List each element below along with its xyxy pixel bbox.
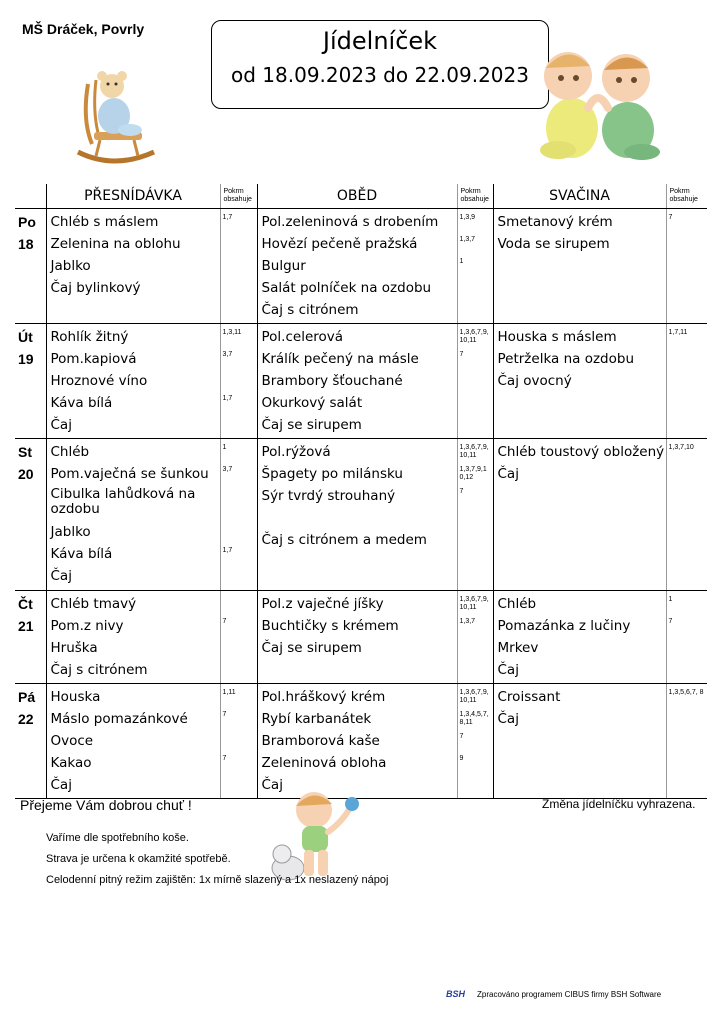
menu-item: Bramborová kaše <box>261 732 380 749</box>
allergen-code <box>223 566 257 588</box>
menu-item: Pol.zeleninová s drobením <box>261 213 439 230</box>
allergen-code <box>223 593 257 615</box>
day-number: 19 <box>18 350 34 367</box>
snack-allergen-cell <box>666 323 707 438</box>
menu-item: Čaj se sirupem <box>261 639 362 656</box>
allergen-code <box>223 485 257 522</box>
babies-illustration <box>528 38 668 160</box>
allergen-code: 3,7 <box>222 350 233 358</box>
allergen-code: 1,3,11 <box>222 328 242 336</box>
breakfast-cell <box>46 323 220 438</box>
menu-item: Králík pečený na másle <box>261 350 419 367</box>
allergen-code: 1,3,7 <box>459 235 476 243</box>
breakfast-allergen-cell <box>220 208 257 323</box>
allergen-code: 1,3,5,6,7, 8 <box>668 688 704 696</box>
allergen-code <box>460 637 493 659</box>
snack-allergen-cell <box>666 683 707 798</box>
menu-table <box>15 184 707 799</box>
allergen-code <box>669 659 708 681</box>
menu-item: Čaj s citrónem <box>261 301 359 318</box>
menu-item: Pom.kapiová <box>50 350 137 367</box>
breakfast-cell <box>46 208 220 323</box>
day-header <box>15 184 46 208</box>
allergen-code: 1 <box>222 443 227 451</box>
breakfast-allergen-header: Pokrm obsahuje <box>220 184 257 208</box>
day-number: 21 <box>18 617 34 634</box>
menu-item: Máslo pomazánkové <box>50 710 188 727</box>
allergen-code: 7 <box>459 350 464 358</box>
snack-allergen-cell <box>666 590 707 683</box>
day-number: 20 <box>18 465 34 482</box>
lunch-header: OBĚD <box>257 184 457 208</box>
menu-item <box>262 507 457 529</box>
table-header-row <box>15 184 707 208</box>
allergen-code: 7 <box>222 710 227 718</box>
menu-item: Čaj <box>50 567 72 584</box>
notes <box>46 828 424 891</box>
snack-allergen-cell <box>666 438 707 590</box>
menu-item: Pom.z nivy <box>50 617 124 634</box>
menu-item: Čaj bylinkový <box>50 279 141 296</box>
allergen-code <box>460 277 493 299</box>
allergen-code <box>223 414 257 436</box>
lunch-cell <box>257 323 457 438</box>
allergen-code <box>669 463 708 485</box>
allergen-code <box>460 414 493 436</box>
allergen-code <box>223 233 257 255</box>
menu-item: Káva bílá <box>50 394 113 411</box>
menu-item: Čaj se sirupem <box>261 416 362 433</box>
menu-item: Jablko <box>50 257 91 274</box>
menu-item: Chléb <box>497 595 537 612</box>
menu-item: Salát polníček na ozdobu <box>261 279 432 296</box>
table-row <box>15 323 707 438</box>
allergen-code <box>460 299 493 321</box>
allergen-code: 1,3,7 <box>459 617 476 625</box>
breakfast-allergen-cell <box>220 323 257 438</box>
menu-item: Ovoce <box>50 732 94 749</box>
allergen-code: 1,3,7,10 <box>668 443 694 451</box>
menu-item: Houska s máslem <box>497 328 617 345</box>
allergen-code: 7 <box>459 732 464 740</box>
lunch-allergen-cell <box>457 208 493 323</box>
snack-allergen-header: Pokrm obsahuje <box>666 184 707 208</box>
lunch-allergen-cell <box>457 683 493 798</box>
breakfast-allergen-cell <box>220 438 257 590</box>
allergen-code: 1,3,6,7,9, 10,11 <box>459 328 489 344</box>
allergen-code <box>669 233 708 255</box>
lunch-allergen-header: Pokrm obsahuje <box>457 184 493 208</box>
table-row <box>15 683 707 798</box>
lunch-cell <box>257 438 457 590</box>
menu-item: Hovězí pečeně pražská <box>261 235 418 252</box>
teddy-rocking-chair-illustration <box>74 60 158 168</box>
allergen-code <box>223 637 257 659</box>
allergen-code: 1,11 <box>222 688 236 696</box>
allergen-code <box>669 708 708 730</box>
day-cell <box>15 590 46 683</box>
menu-item: Hroznové víno <box>50 372 148 389</box>
menu-item: Čaj <box>497 465 519 482</box>
allergen-code: 3,7 <box>222 465 233 473</box>
allergen-code: 1,3,9 <box>459 213 476 221</box>
school-name: MŠ Dráček, Povrly <box>22 21 145 37</box>
allergen-code: 1,3,6,7,9, 10,11 <box>459 443 489 459</box>
menu-item: Špagety po milánsku <box>261 465 403 482</box>
day-cell <box>15 683 46 798</box>
menu-item: Pol.celerová <box>261 328 344 345</box>
day-number: 22 <box>18 710 34 727</box>
allergen-code <box>669 637 708 659</box>
menu-item: Jablko <box>50 523 91 540</box>
lunch-cell <box>257 208 457 323</box>
menu-item: Hruška <box>50 639 98 656</box>
menu-item: Čaj <box>497 710 519 727</box>
day-cell <box>15 208 46 323</box>
lunch-cell <box>257 590 457 683</box>
day-cell <box>15 438 46 590</box>
day-abbr: Po <box>18 213 36 230</box>
snack-cell <box>493 438 666 590</box>
day-cell <box>15 323 46 438</box>
menu-item: Kakao <box>50 754 92 771</box>
allergen-code: 1,7 <box>222 394 233 402</box>
allergen-code: 1,7 <box>222 546 233 554</box>
bsh-logo: BSH <box>446 989 466 999</box>
day-abbr: St <box>18 443 32 460</box>
allergen-code <box>223 370 257 392</box>
menu-item: Houska <box>50 688 101 705</box>
allergen-code: 1,3,7,9,1 0,12 <box>459 465 487 481</box>
menu-item: Rybí karbanátek <box>261 710 372 727</box>
breakfast-header: PŘESNÍDÁVKA <box>46 184 220 208</box>
allergen-code: 9 <box>459 754 464 762</box>
allergen-code <box>460 774 493 796</box>
allergen-code: 1,3,4,5,7, 8,11 <box>459 710 489 726</box>
allergen-code <box>223 730 257 752</box>
table-row <box>15 208 707 323</box>
menu-item: Cibulka lahůdková na ozdobu <box>50 485 196 517</box>
change-note: Změna jídelníčku vyhrazena. <box>542 797 696 811</box>
menu-item: Zelenina na oblohu <box>50 235 181 252</box>
menu-title: Jídelníček <box>322 27 438 55</box>
snack-cell <box>493 683 666 798</box>
allergen-code: 1,3,6,7,9, 10,11 <box>459 688 489 704</box>
allergen-code <box>460 370 493 392</box>
allergen-code: 7 <box>222 754 227 762</box>
allergen-code <box>223 774 257 796</box>
allergen-code <box>223 522 257 544</box>
menu-item: Čaj <box>50 416 72 433</box>
snack-cell <box>493 323 666 438</box>
menu-item: Bulgur <box>261 257 306 274</box>
menu-item: Čaj ovocný <box>497 372 572 389</box>
breakfast-cell <box>46 590 220 683</box>
allergen-code <box>669 370 708 392</box>
allergen-code: 1,3,6,7,9, 10,11 <box>459 595 489 611</box>
allergen-code <box>460 392 493 414</box>
lunch-allergen-cell <box>457 438 493 590</box>
menu-item: Pom.vaječná se šunkou <box>50 465 209 482</box>
menu-item: Smetanový krém <box>497 213 613 230</box>
menu-item: Rohlík žitný <box>50 328 129 345</box>
menu-item: Mrkev <box>497 639 539 656</box>
menu-item: Okurkový salát <box>261 394 363 411</box>
menu-period: od 18.09.2023 do 22.09.2023 <box>231 63 529 87</box>
allergen-code: 7 <box>668 213 673 221</box>
allergen-code: 1,7 <box>222 213 233 221</box>
allergen-code <box>460 507 493 529</box>
allergen-code: 7 <box>222 617 227 625</box>
allergen-code: 1 <box>459 257 464 265</box>
menu-title-box <box>211 20 549 109</box>
lunch-allergen-cell <box>457 323 493 438</box>
lunch-allergen-cell <box>457 590 493 683</box>
menu-item: Pomazánka z lučiny <box>497 617 631 634</box>
snack-cell <box>493 590 666 683</box>
menu-item: Chléb s máslem <box>50 213 159 230</box>
menu-item: Petrželka na ozdobu <box>497 350 635 367</box>
allergen-code <box>669 348 708 370</box>
menu-item: Pol.z vaječné jíšky <box>261 595 384 612</box>
breakfast-allergen-cell <box>220 683 257 798</box>
lunch-cell <box>257 683 457 798</box>
menu-item: Buchtičky s krémem <box>261 617 399 634</box>
table-row <box>15 438 707 590</box>
breakfast-allergen-cell <box>220 590 257 683</box>
allergen-code: 1 <box>668 595 673 603</box>
menu-item: Čaj s citrónem <box>50 661 148 678</box>
allergen-code <box>223 255 257 277</box>
menu-item: Čaj s citrónem a medem <box>261 531 427 548</box>
table-row <box>15 590 707 683</box>
allergen-code <box>223 659 257 681</box>
allergen-code: 7 <box>459 487 464 495</box>
menu-item: Čaj <box>261 776 283 793</box>
allergen-code <box>460 529 493 551</box>
snack-allergen-cell <box>666 208 707 323</box>
breakfast-cell <box>46 683 220 798</box>
day-abbr: Út <box>18 328 33 345</box>
menu-item: Zeleninová obloha <box>261 754 387 771</box>
breakfast-cell <box>46 438 220 590</box>
note-line: Vaříme dle spotřebního koše. <box>46 832 189 844</box>
wish-text: Přejeme Vám dobrou chuť ! <box>20 797 192 813</box>
day-abbr: Čt <box>18 595 33 612</box>
snack-cell <box>493 208 666 323</box>
day-abbr: Pá <box>18 688 36 705</box>
note-line: Celodenní pitný režim zajištěn: 1x mírně slazený a 1x neslazený nápoj <box>46 874 389 886</box>
menu-item: Pol.hráškový krém <box>261 688 386 705</box>
footer-credit <box>446 990 661 999</box>
credit-text: Zpracováno programem CIBUS firmy BSH Software <box>477 990 662 999</box>
menu-item: Brambory šťouchané <box>261 372 403 389</box>
menu-item: Čaj <box>497 661 519 678</box>
note-line: Strava je určena k okamžité spotřebě. <box>46 853 231 865</box>
menu-item: Chléb toustový obložený <box>497 443 665 460</box>
menu-item: Pol.rýžová <box>261 443 331 460</box>
menu-item: Croissant <box>497 688 561 705</box>
allergen-code: 7 <box>668 617 673 625</box>
menu-item: Chléb <box>50 443 90 460</box>
day-number: 18 <box>18 235 34 252</box>
menu-item: Čaj <box>50 776 72 793</box>
allergen-code: 1,7,11 <box>668 328 688 336</box>
menu-item: Chléb tmavý <box>50 595 137 612</box>
allergen-code <box>223 277 257 299</box>
menu-item: Sýr tvrdý strouhaný <box>261 487 396 504</box>
menu-item: Voda se sirupem <box>497 235 610 252</box>
menu-item: Káva bílá <box>50 545 113 562</box>
snack-header: SVAČINA <box>493 184 666 208</box>
